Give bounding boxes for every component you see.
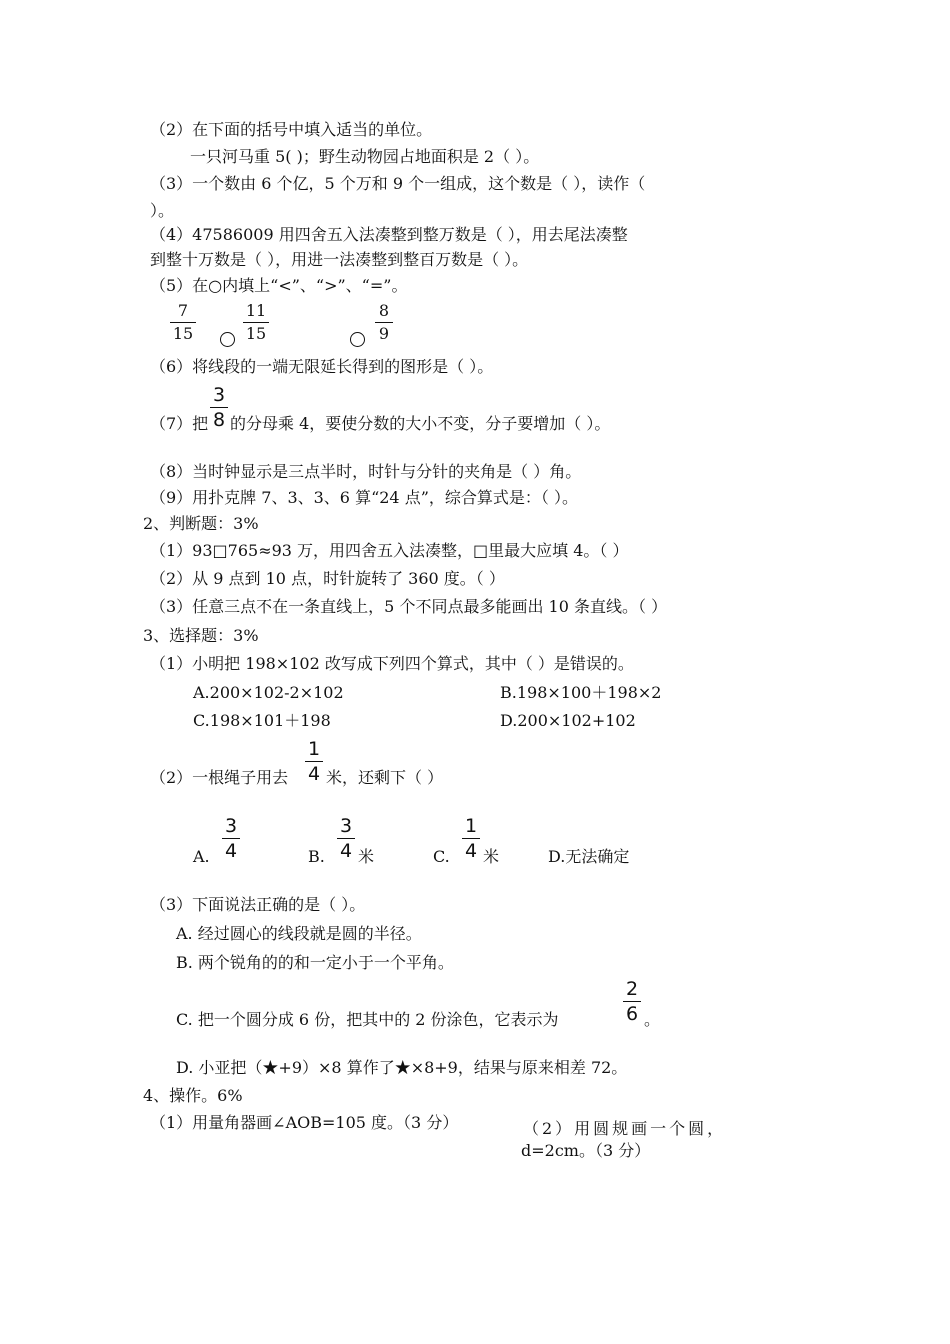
choice-2-option-b-fraction xyxy=(337,814,355,863)
compare-circle[interactable] xyxy=(220,332,235,347)
q5-fraction-2 xyxy=(243,300,269,345)
q4-line2: 到整十万数是（ ），用进一法凑整到整百万数是（ ）。 xyxy=(150,250,529,269)
q9: （9）用扑克牌 7、3、3、6 算“24 点”，综合算式是：（ ）。 xyxy=(150,488,578,507)
choice-3-option-c-fraction xyxy=(623,977,641,1026)
q5-fraction-3-den: 9 xyxy=(378,324,390,343)
choice-2-option-c: C. xyxy=(433,847,450,866)
section-3-title: 3、选择题：3% xyxy=(143,626,259,645)
q7-prefix: （7）把 xyxy=(150,414,209,433)
choice-1-option-a: A.200×102-2×102 xyxy=(193,683,344,702)
option-a-fraction-den: 4 xyxy=(224,840,238,862)
q5-instruction: （5）在○内填上“<”、“>”、“=”。 xyxy=(150,276,408,295)
choice-2-fraction-num: 1 xyxy=(305,737,323,762)
operation-2-line2: d=2cm。（3 分） xyxy=(521,1141,651,1160)
choice-1: （1）小明把 198×102 改写成下列四个算式，其中（ ）是错误的。 xyxy=(150,654,634,673)
choice-2-option-b-unit: 米 xyxy=(358,847,375,866)
judge-2: （2）从 9 点到 10 点，时针旋转了 360 度。（ ） xyxy=(150,569,505,588)
choice-1-option-d: D.200×102+102 xyxy=(500,711,636,730)
q7-suffix: 的分母乘 4，要使分数的大小不变，分子要增加（ ）。 xyxy=(230,414,611,433)
option-a-fraction-num: 3 xyxy=(222,814,240,839)
choice-3-option-c: C. 把一个圆分成 6 份，把其中的 2 份涂色，它表示为 xyxy=(176,1010,559,1029)
choice-2-option-d: D.无法确定 xyxy=(548,847,630,866)
operation-1: （1）用量角器画∠AOB=105 度。（3 分） xyxy=(150,1113,459,1132)
q5-fraction-2-num: 11 xyxy=(243,300,269,323)
choice-2-suffix: 米，还剩下（ ） xyxy=(326,768,444,787)
q5-fraction-1 xyxy=(170,300,196,345)
q6: （6）将线段的一端无限延长得到的图形是（ ）。 xyxy=(150,357,494,376)
q2-title: （2）在下面的括号中填入适当的单位。 xyxy=(150,120,433,139)
option-b-fraction-den: 4 xyxy=(339,840,353,862)
judge-1: （1）93□765≈93 万，用四舍五入法凑整，□里最大应填 4。（ ） xyxy=(150,541,629,560)
q8: （8）当时钟显示是三点半时，时针与分针的夹角是（ ）角。 xyxy=(150,462,582,481)
judge-3: （3）任意三点不在一条直线上，5 个不同点最多能画出 10 条直线。（ ） xyxy=(150,597,668,616)
q3-line2: ）。 xyxy=(150,201,175,220)
section-2-title: 2、判断题：3% xyxy=(143,514,259,533)
choice-2-option-a: A. xyxy=(193,847,210,866)
choice-1-option-b: B.198×100＋198×2 xyxy=(500,683,662,702)
option-c3-fraction-num: 2 xyxy=(623,977,641,1002)
choice-3-option-a: A. 经过圆心的线段就是圆的半径。 xyxy=(176,924,422,943)
operation-2-line1: （2）用圆规画一个圆， xyxy=(523,1119,727,1138)
q5-fraction-1-num: 7 xyxy=(170,300,196,323)
choice-3-option-c-end: 。 xyxy=(644,1010,661,1029)
q7-fraction-num: 3 xyxy=(210,383,228,408)
q5-fraction-2-den: 15 xyxy=(245,324,267,343)
section-4-title: 4、操作。6% xyxy=(143,1086,243,1105)
option-c-fraction-num: 1 xyxy=(462,814,480,839)
choice-3: （3）下面说法正确的是（ ）。 xyxy=(150,895,366,914)
choice-2-option-a-fraction xyxy=(222,814,240,863)
choice-2-option-c-fraction xyxy=(462,814,480,863)
q5-fraction-3-num: 8 xyxy=(375,300,393,323)
choice-3-option-d: D. 小亚把（★+9）×8 算作了★×8+9，结果与原来相差 72。 xyxy=(176,1058,628,1077)
choice-2-prefix: （2）一根绳子用去 xyxy=(150,768,289,787)
q3-line1: （3）一个数由 6 个亿，5 个万和 9 个一组成，这个数是（ ），读作（ xyxy=(150,174,646,193)
choice-2-fraction xyxy=(305,737,323,786)
q5-fraction-3 xyxy=(375,300,393,345)
choice-1-option-c: C.198×101＋198 xyxy=(193,711,331,730)
q2-body: 一只河马重 5( )；野生动物园占地面积是 2（ ）。 xyxy=(190,147,540,166)
choice-2-fraction-den: 4 xyxy=(307,763,321,785)
choice-3-option-b: B. 两个锐角的的和一定小于一个平角。 xyxy=(176,953,454,972)
q7-fraction xyxy=(210,383,228,432)
q5-fraction-1-den: 15 xyxy=(172,324,194,343)
compare-circle[interactable] xyxy=(350,332,365,347)
q4-line1: （4）47586009 用四舍五入法凑整到整万数是（ ），用去尾法凑整 xyxy=(150,225,628,244)
option-b-fraction-num: 3 xyxy=(337,814,355,839)
option-c3-fraction-den: 6 xyxy=(625,1003,639,1025)
q7-fraction-den: 8 xyxy=(212,409,226,431)
choice-2-option-c-unit: 米 xyxy=(483,847,500,866)
choice-2-option-b: B. xyxy=(308,847,325,866)
option-c-fraction-den: 4 xyxy=(464,840,478,862)
